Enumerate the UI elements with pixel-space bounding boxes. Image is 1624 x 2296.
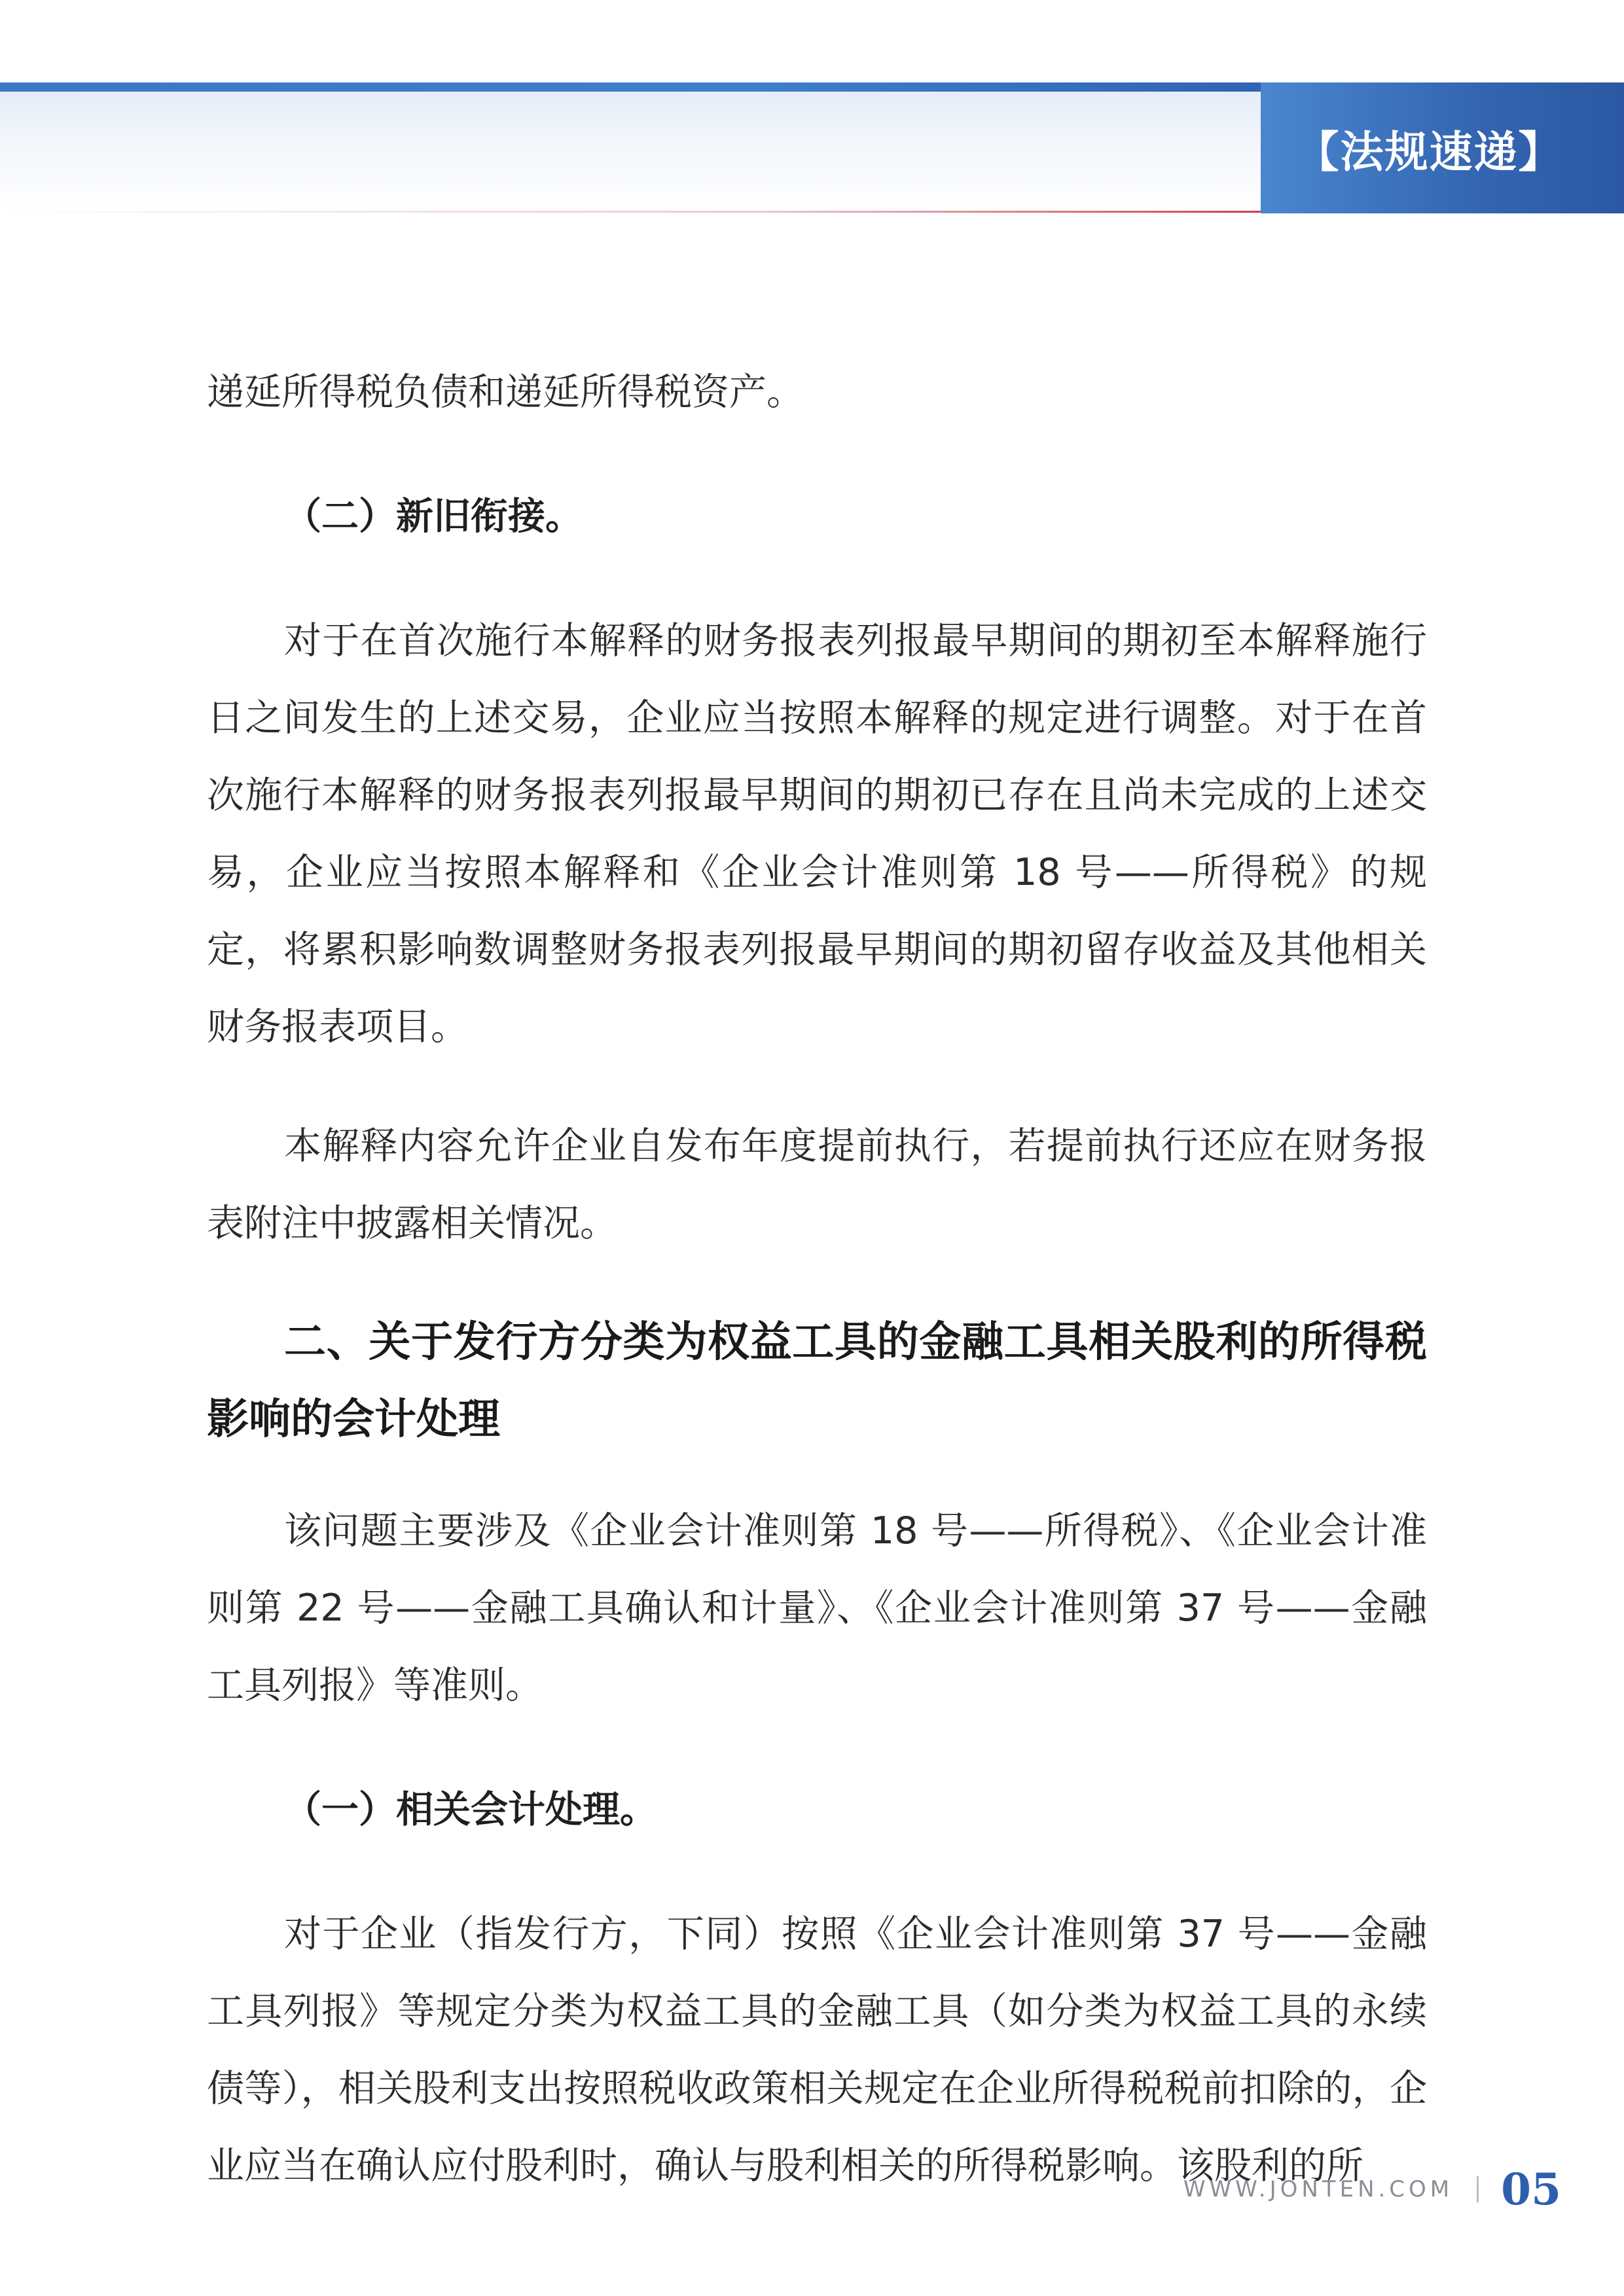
header-band [0,82,1261,213]
section-tag-box [1261,82,1624,213]
page-footer [1183,2163,1561,2215]
header-bottom-rule [0,211,1261,213]
footer-divider [1477,2176,1479,2202]
page-number: 05 [1501,2164,1561,2215]
section-title: 二、关于发行方分类为权益工具的金融工具相关股利的所得税影响的会计处理 [207,1318,1427,1444]
subheading-transition: （二）新旧衔接。 [284,495,583,538]
paragraph-accounting-treatment: 对于企业（指发行方，下同）按照《企业会计准则第 37 号——金融工具列报》等规定分类为权益工具的金融工具（如分类为权益工具的永续债等），相关股利支出按照税收政策相关规定在企业所得税税前扣除的，企业应当在确认应付股利时，确认与股利相关的所得税影响。该股利的所 [207,1912,1427,2187]
header-top-rule [0,82,1261,92]
section-tag: 【法规速递】 [1295,126,1563,177]
paragraph-continuation: 递延所得税负债和递延所得税资产。 [207,370,804,414]
paragraph-early-adoption: 本解释内容允许企业自发布年度提前执行，若提前执行还应在财务报表附注中披露相关情况。 [207,1124,1427,1245]
paragraph-transition-rules: 对于在首次施行本解释的财务报表列报最早期间的期初至本解释施行日之间发生的上述交易，企业应当按照本解释的规定进行调整。对于在首次施行本解释的财务报表列报最早期间的期初已存在且尚未完成的上述交易，企业应当按照本解释和《企业会计准则第 18 号——所得税》的规定，将累积影响数调整财务报表列报最早期间的期初留存收益及其他相关财务报表项目。 [207,619,1427,1049]
subheading-accounting-treatment: （一）相关会计处理。 [284,1788,657,1831]
paragraph-related-standards: 该问题主要涉及《企业会计准则第 18 号——所得税》、《企业会计准则第 22 号——金融工具确认和计量》、《企业会计准则第 37 号——金融工具列报》等准则。 [207,1509,1427,1707]
article-body [207,353,1427,2204]
website-link[interactable]: WWW.JONTEN.COM [1183,2176,1454,2202]
